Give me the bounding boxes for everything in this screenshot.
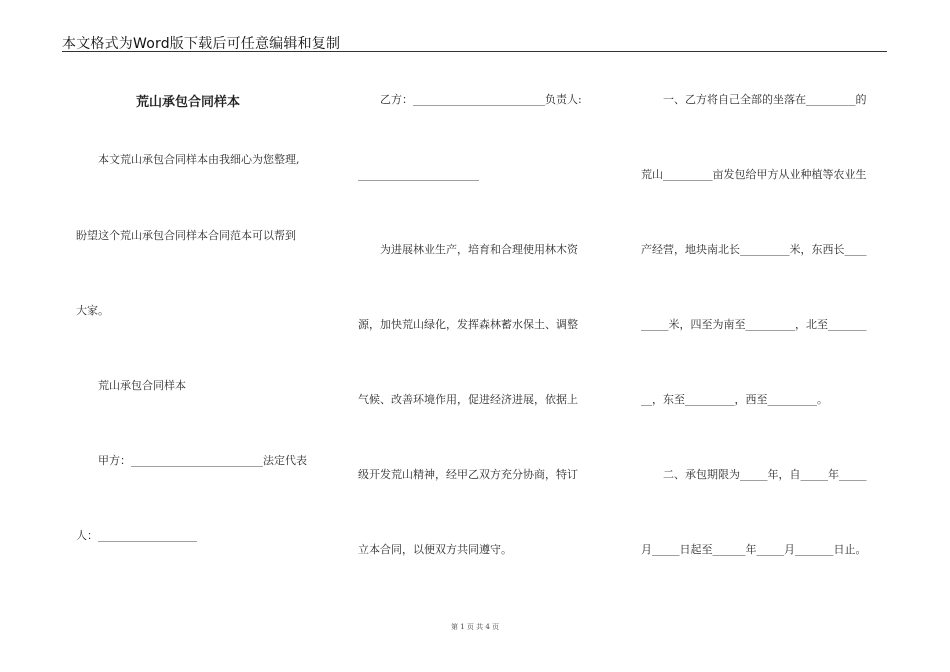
text-line: 大家。 xyxy=(76,304,109,317)
document-title: 荒山承包合同样本 xyxy=(136,95,241,110)
text-line: 为进展林业生产，培育和合理使用林木资 xyxy=(380,243,578,256)
text-line: 甲方：________________________法定代表 xyxy=(98,454,307,467)
text-line: 级开发荒山精神，经甲乙双方充分协商，特订 xyxy=(358,468,578,481)
document-header: 本文格式为Word版下载后可任意编辑和复制 xyxy=(62,36,341,52)
text-line: _____米，四至为南至_________，北至_______ xyxy=(641,318,867,331)
text-line: ______________________ xyxy=(358,168,479,181)
text-line: 乙方：________________________负责人: xyxy=(380,93,582,106)
text-line: 荒山承包合同样本 xyxy=(98,379,186,392)
text-line: 二、承包期限为_____年，自_____年_____ xyxy=(663,468,867,481)
text-line: 产经营，地块南北长_________米，东西长____ xyxy=(641,243,867,256)
text-line: 立本合同，以便双方共同遵守。 xyxy=(358,543,512,556)
header-rule xyxy=(62,51,887,52)
text-line: 盼望这个荒山承包合同样本合同范本可以帮到 xyxy=(76,229,296,242)
text-line: 气候、改善环境作用，促进经济进展，依据上 xyxy=(358,393,578,406)
text-line: 本文荒山承包合同样本由我细心为您整理, xyxy=(98,153,300,166)
text-line: 月_____日起至______年_____月_______日止。 xyxy=(641,543,867,556)
text-line: 源，加快荒山绿化，发挥森林蓄水保土、调整 xyxy=(358,318,578,331)
text-line: 人：__________________ xyxy=(76,529,197,542)
text-line: __，东至_________，西至_________。 xyxy=(641,393,828,406)
text-line: 一、乙方将自己全部的坐落在_________的 xyxy=(663,93,867,106)
page-number: 第 1 页 共 4 页 xyxy=(450,623,500,631)
text-line: 荒山_________亩发包给甲方从业种植等农业生 xyxy=(641,168,867,181)
